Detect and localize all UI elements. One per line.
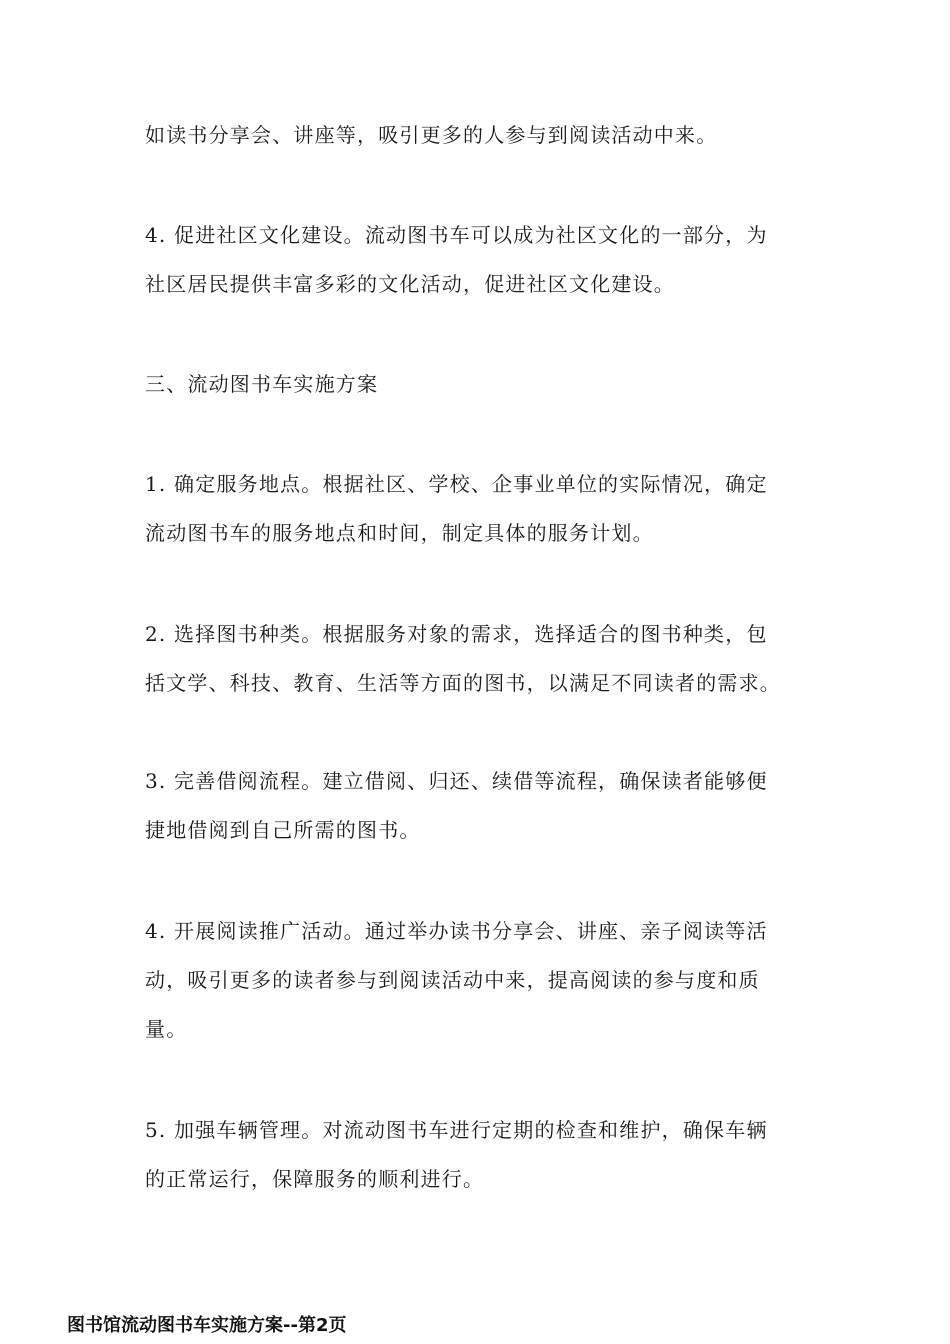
text-line: 4. 开展阅读推广活动。通过举办读书分享会、讲座、亲子阅读等活: [145, 919, 768, 943]
text-line: 3. 完善借阅流程。建立借阅、归还、续借等流程，确保读者能够便: [145, 769, 768, 793]
text-line: 4. 促进社区文化建设。流动图书车可以成为社区文化的一部分，为: [145, 223, 768, 247]
paragraph-borrowing-process: [145, 757, 835, 855]
text-line: 捷地借阅到自己所需的图书。: [145, 818, 421, 842]
paragraph-intro-continued: [145, 111, 835, 160]
text-line: 三、流动图书车实施方案: [145, 372, 379, 396]
text-line: 如读书分享会、讲座等，吸引更多的人参与到阅读活动中来。: [145, 123, 718, 147]
text-line: 动，吸引更多的读者参与到阅读活动中来，提高阅读的参与度和质: [145, 968, 760, 992]
paragraph-service-location: [145, 460, 835, 558]
text-line: 流动图书车的服务地点和时间，制定具体的服务计划。: [145, 521, 654, 545]
text-line: 1. 确定服务地点。根据社区、学校、企事业单位的实际情况，确定: [145, 472, 768, 496]
paragraph-reading-promotion: [145, 907, 835, 1054]
text-line: 量。: [145, 1017, 188, 1041]
paragraph-book-types: [145, 610, 835, 708]
text-line: 的正常运行，保障服务的顺利进行。: [145, 1167, 485, 1191]
section-heading: [145, 360, 835, 409]
page-footer: 图书馆流动图书车实施方案--第2页: [67, 1315, 347, 1336]
paragraph-vehicle-management: [145, 1106, 835, 1204]
text-line: 社区居民提供丰富多彩的文化活动，促进社区文化建设。: [145, 272, 675, 296]
text-line: 5. 加强车辆管理。对流动图书车进行定期的检查和维护，确保车辆: [145, 1118, 768, 1142]
text-line: 2. 选择图书种类。根据服务对象的需求，选择适合的图书种类，包: [145, 622, 768, 646]
text-line: 括文学、科技、教育、生活等方面的图书，以满足不同读者的需求。: [145, 671, 781, 695]
paragraph-community-culture: [145, 211, 835, 309]
